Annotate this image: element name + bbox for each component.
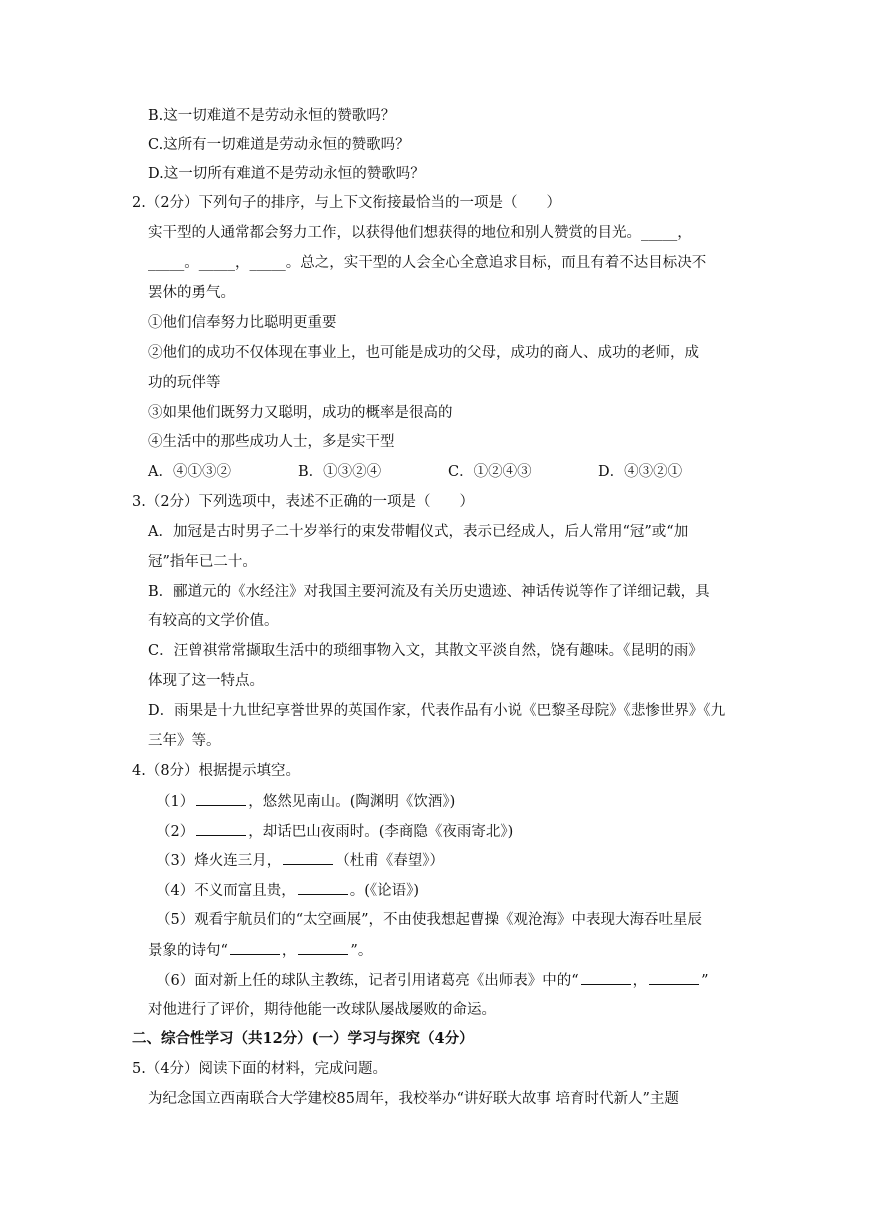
q4-item-6-blank-1[interactable]	[581, 970, 631, 985]
q3-option-b-line-2: 有较高的文学价值。	[148, 613, 279, 629]
q2-stem: 2.（2分）下列句子的排序，与上下文衔接最恰当的一项是（ ）	[132, 195, 562, 211]
q4-item-2-blank[interactable]	[196, 821, 246, 836]
q4-stem: 4.（8分）根据提示填空。	[132, 763, 301, 779]
q2-sentence-2b: 功的玩伴等	[148, 375, 221, 391]
q4-item-3-prefix: （3）烽火连三月，	[156, 853, 282, 869]
q4-item-5-line-1: （5）观看宇航员们的“太空画展”，不由使我想起曹操《观沧海》中表现大海吞吐星辰	[156, 912, 703, 928]
q4-item-6-line-1	[156, 970, 709, 991]
q4-item-1-blank[interactable]	[196, 791, 246, 806]
q4-item-2-suffix: ，却话巴山夜雨时。(李商隐《夜雨寄北》)	[248, 824, 514, 840]
q4-item-6-prefix: （6）面对新上任的球队主教练，记者引用诸葛亮《出师表》中的“	[156, 973, 579, 989]
q3-option-d-line-1: D．雨果是十九世纪享誉世界的英国作家，代表作品有小说《巴黎圣母院》《悲惨世界》《九	[148, 703, 726, 719]
q4-item-4	[156, 880, 419, 901]
q4-item-3-blank[interactable]	[283, 850, 333, 865]
q4-item-5-line-2	[148, 940, 372, 961]
q4-item-5-blank-2[interactable]	[298, 940, 348, 955]
q2-option-c: C．①②④③	[448, 464, 532, 480]
q2-option-a: A．④①③②	[148, 464, 231, 480]
q5-stem: 5.（4分）阅读下面的材料，完成问题。	[132, 1061, 388, 1077]
q4-item-6-suffix: ”	[701, 973, 709, 989]
q4-item-1	[156, 791, 455, 812]
q2-sentence-3: ③如果他们既努力又聪明，成功的概率是很高的	[148, 405, 453, 421]
q2-sentence-4: ④生活中的那些成功人士，多是实干型	[148, 434, 395, 450]
q4-item-4-prefix: （4）不义而富且贵，	[156, 883, 296, 899]
section-2-heading: 二、综合性学习（共12分）(一）学习与探究（4分）	[132, 1030, 474, 1047]
q4-item-2	[156, 821, 513, 842]
q3-option-a-line-1: A．加冠是古时男子二十岁举行的束发带帽仪式，表示已经成人，后人常用“冠”或“加	[148, 524, 689, 540]
q2-passage-line-3: 罢休的勇气。	[148, 285, 235, 301]
q4-item-6-line-2: 对他进行了评价，期待他能一改球队屡战屡败的命运。	[148, 1002, 496, 1018]
q4-item-4-suffix: 。(《论语》)	[349, 883, 420, 899]
q3-option-c-line-2: 体现了这一特点。	[148, 673, 264, 689]
q4-item-5-prefix: 景象的诗句“	[148, 943, 228, 959]
q4-item-4-blank[interactable]	[298, 880, 348, 895]
q2-passage-line-2: _____。_____，_____。总之，实干型的人会全心全意追求目标，而且有着不达目标决不	[148, 255, 707, 271]
q2-sentence-2a: ②他们的成功不仅体现在事业上，也可能是成功的父母，成功的商人、成功的老师，成	[148, 345, 699, 361]
q4-item-5-comma: ，	[281, 943, 297, 959]
q1-option-b: B.这一切难道不是劳动永恒的赞歌吗？	[148, 108, 396, 124]
q2-passage-line-1: 实干型的人通常都会努力工作，以获得他们想获得的地位和别人赞赏的目光。_____，	[148, 225, 692, 241]
q2-option-d: D．④③②①	[598, 464, 683, 480]
q1-option-d: D.这一切所有难道不是劳动永恒的赞歌吗？	[148, 166, 425, 182]
q5-paragraph-line-1: 为纪念国立西南联合大学建校85周年，我校举办“讲好联大故事 培育时代新人”主题	[148, 1091, 679, 1107]
q3-option-a-line-2: 冠”指年已二十。	[148, 554, 257, 570]
q3-option-b-line-1: B．郦道元的《水经注》对我国主要河流及有关历史遗迹、神话传说等作了详细记载，具	[148, 584, 710, 600]
q4-item-1-prefix: （1）	[156, 794, 195, 810]
q4-item-2-prefix: （2）	[156, 824, 195, 840]
q1-option-c: C.这所有一切难道是劳动永恒的赞歌吗？	[148, 137, 410, 153]
q4-item-1-suffix: ，悠然见南山。(陶渊明《饮酒》)	[248, 794, 456, 810]
q3-option-d-line-2: 三年》等。	[148, 733, 221, 749]
q4-item-3	[156, 850, 444, 871]
q3-stem: 3.（2分）下列选项中，表述不正确的一项是（ ）	[132, 494, 475, 510]
q4-item-5-suffix: ”。	[350, 943, 373, 959]
q4-item-3-suffix: （杜甫《春望》）	[335, 853, 444, 869]
q4-item-5-blank-1[interactable]	[230, 940, 280, 955]
q2-option-b: B．①③②④	[298, 464, 382, 480]
q4-item-6-blank-2[interactable]	[649, 970, 699, 985]
q4-item-6-comma: ，	[632, 973, 648, 989]
q3-option-c-line-1: C．汪曾祺常常撷取生活中的琐细事物入文，其散文平淡自然，饶有趣味。《昆明的雨》	[148, 643, 703, 659]
q2-sentence-1: ①他们信奉努力比聪明更重要	[148, 315, 337, 331]
